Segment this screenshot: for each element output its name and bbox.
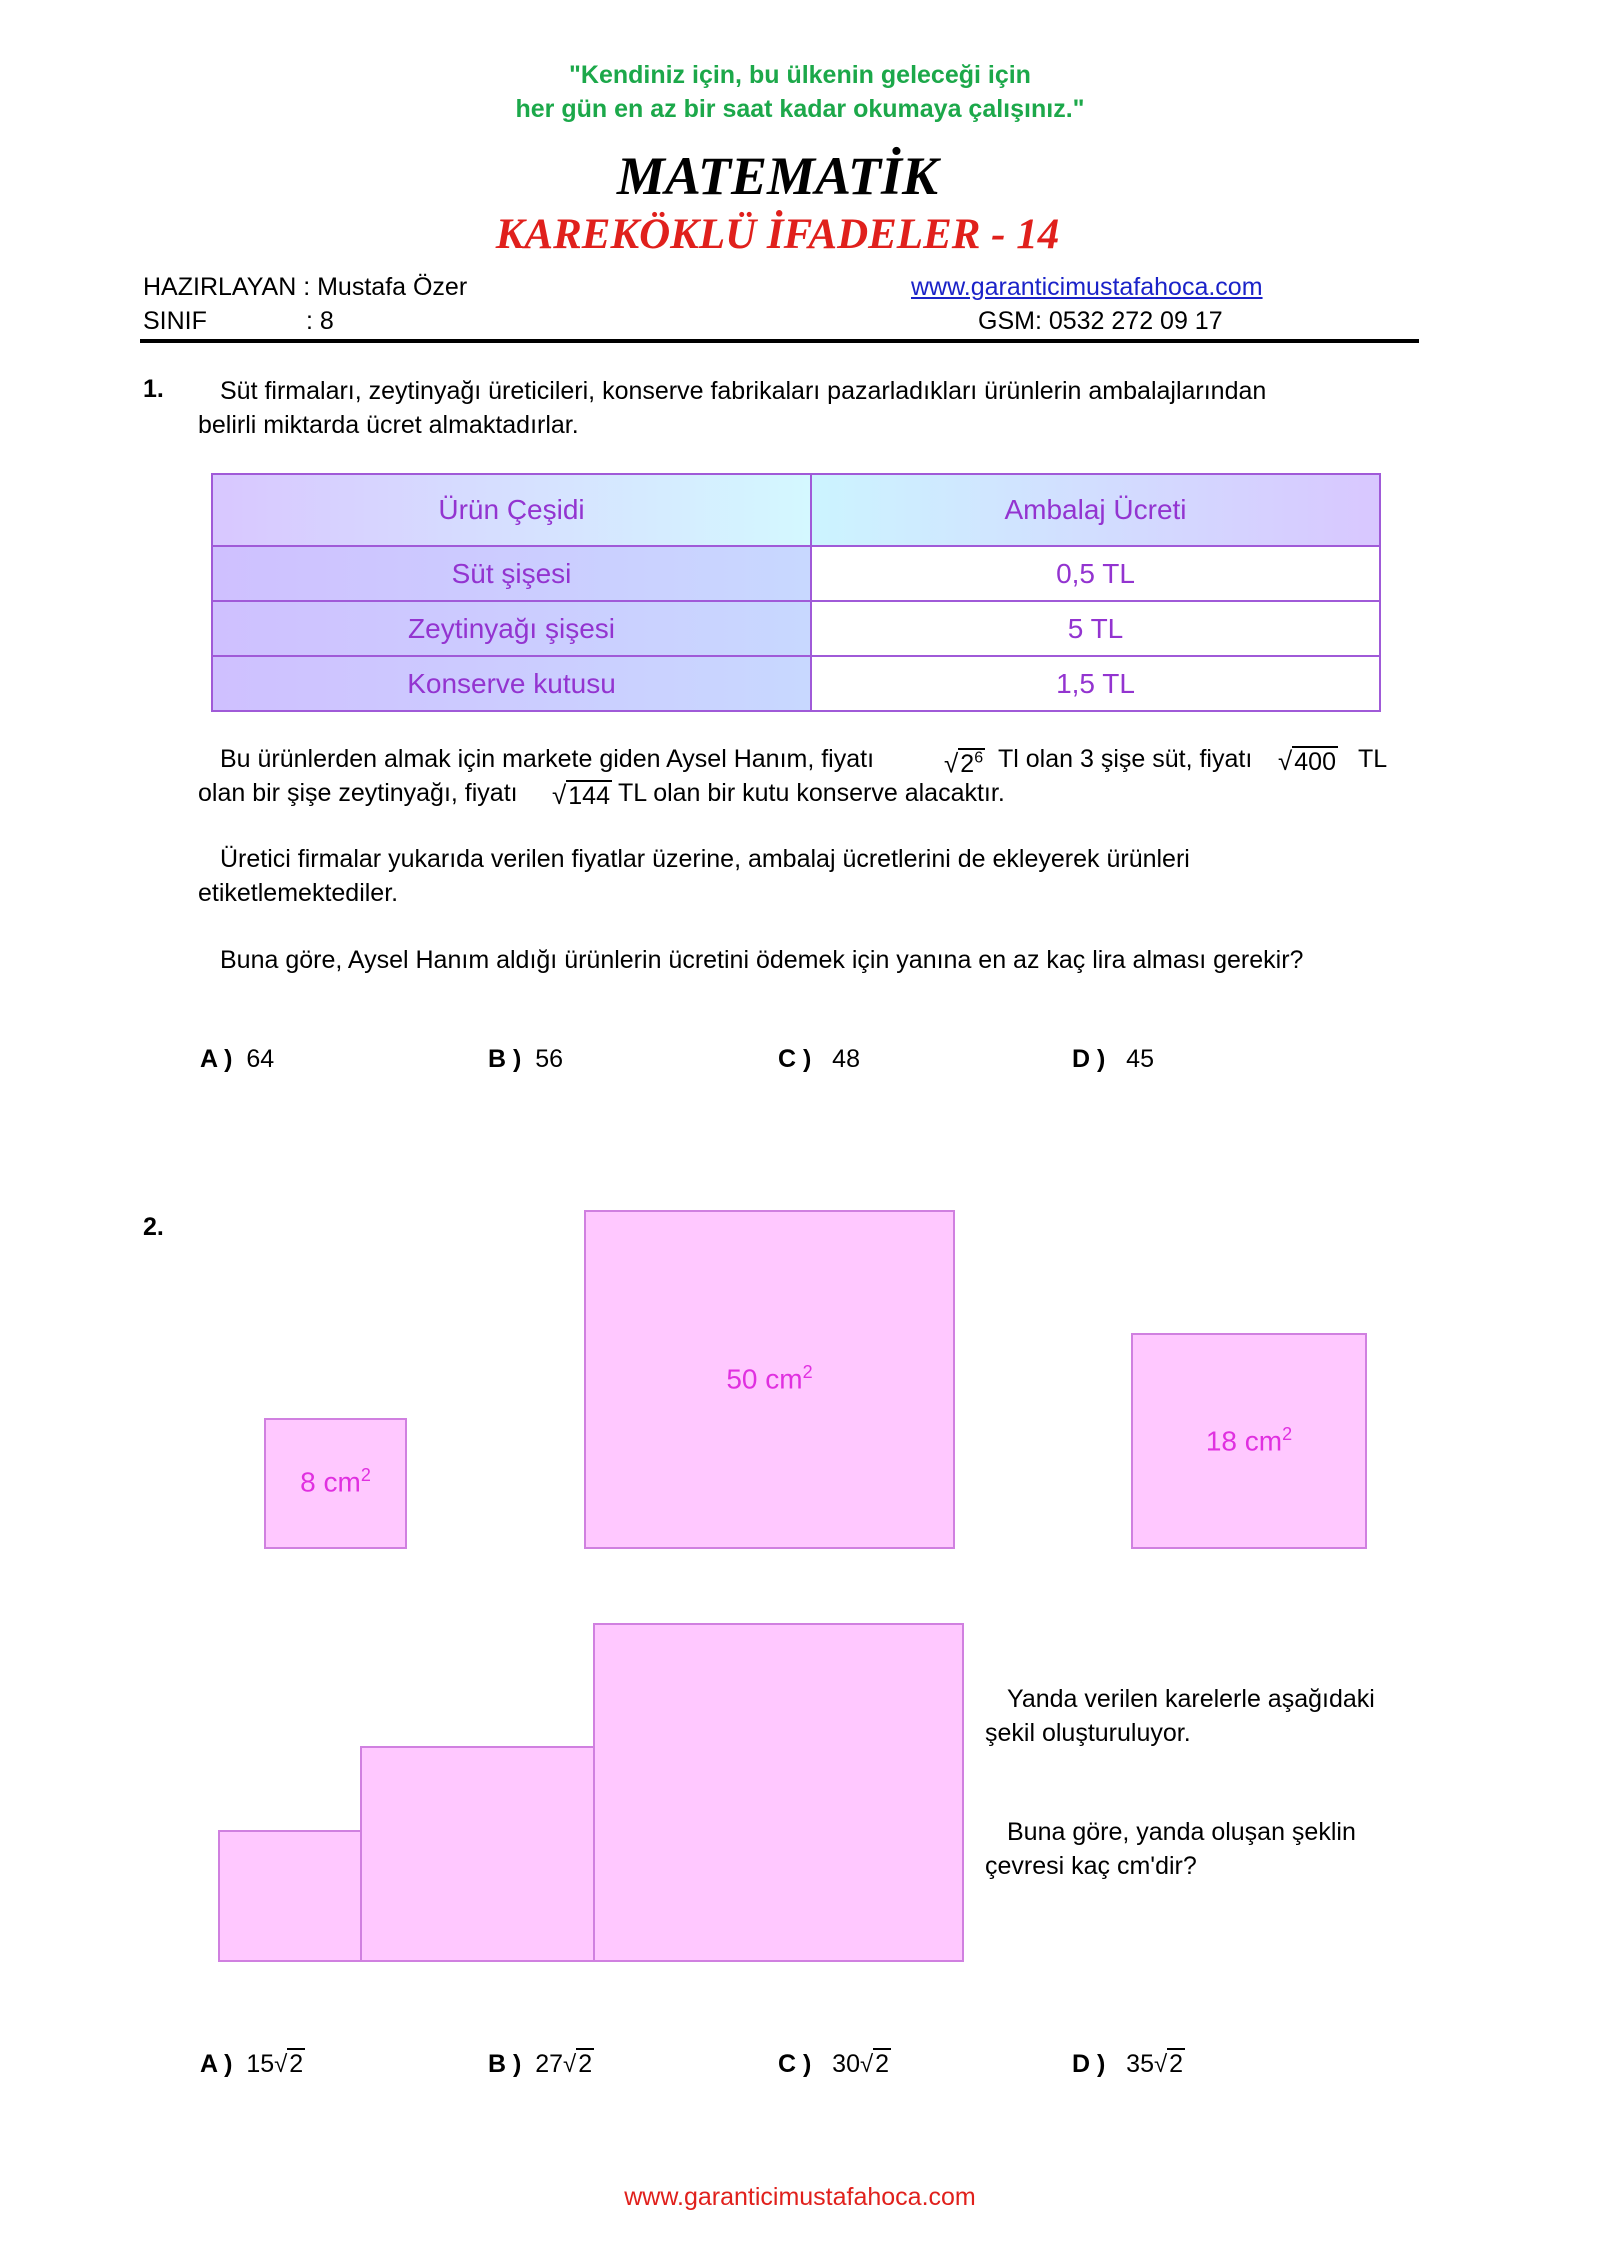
table-cell-fee: 1,5 TL [811, 656, 1380, 711]
question-2-number: 2. [143, 1213, 164, 1241]
choice-value: 48 [832, 1045, 860, 1073]
radical-2-pow-6: $√2^6$ [944, 748, 984, 779]
choice-label: A ) [200, 1045, 233, 1073]
q2-text-2-line-2: çevresi kaç cm'dir? [985, 1852, 1197, 1880]
table-cell-fee: 5 TL [811, 601, 1380, 656]
choice-label: C ) [778, 1045, 812, 1073]
q2-choice-d[interactable]: D ) 35√2 [1072, 2050, 1184, 2078]
class-value: : 8 [306, 307, 334, 335]
author-label: HAZIRLAYAN : Mustafa Özer [143, 273, 468, 301]
q2-text-2-line-1: Buna göre, yanda oluşan şeklin [1007, 1818, 1356, 1846]
choice-label: D ) [1072, 2050, 1106, 2078]
radical-400: √400 [1278, 746, 1336, 776]
q1-intro-line-1: Süt firmaları, zeytinyağı üreticileri, konserve fabrikaları pazarladıkları ürünlerin ambalajlarından [220, 377, 1267, 405]
choice-label: A ) [200, 2050, 233, 2078]
choice-value: 45 [1126, 1045, 1154, 1073]
q2-choice-b[interactable]: B ) 27√2 [488, 2050, 593, 2078]
q1-p2-part-e: TL olan bir kutu konserve alacaktır. [618, 779, 1005, 807]
q2-choice-a[interactable]: A ) 15√2 [200, 2050, 304, 2078]
choice-label: D ) [1072, 1045, 1106, 1073]
radicand-base: 2 [960, 750, 975, 779]
q1-p3-line-2: etiketlemektediler. [198, 879, 399, 907]
packaging-fee-table [211, 473, 1381, 712]
combined-small-square [218, 1830, 362, 1962]
class-label: SINIF [143, 307, 207, 335]
table-cell-product: Süt şişesi [212, 546, 811, 601]
q1-intro-line-2: belirli miktarda ücret almaktadırlar. [198, 411, 579, 439]
q2-choice-c[interactable]: C ) 30√2 [778, 2050, 890, 2078]
q1-p3-line-1: Üretici firmalar yukarıda verilen fiyatlar üzerine, ambalaj ücretlerini de ekleyerek ürünleri [220, 845, 1190, 873]
gsm-number: GSM: 0532 272 09 17 [978, 307, 1223, 335]
choice-label: B ) [488, 1045, 522, 1073]
table-cell-product: Konserve kutusu [212, 656, 811, 711]
radicand-exponent: 6 [974, 750, 984, 767]
square-medium-area: 18 $cm^2$ [1205, 1424, 1293, 1457]
topic-title: KAREKÖKLÜ İFADELER - 14 [495, 211, 1060, 258]
combined-large-square [593, 1623, 964, 1962]
radical-144: √144 [552, 780, 610, 810]
q1-question: Buna göre, Aysel Hanım aldığı ürünlerin ücretini ödemek için yanına en az kaç lira alması gerekir? [220, 946, 1304, 974]
choice-label: C ) [778, 2050, 812, 2078]
question-1-number: 1. [143, 375, 164, 403]
q1-choice-d[interactable] [1072, 1045, 1154, 1074]
table-header-product: Ürün Çeşidi [212, 474, 811, 546]
q1-choice-a[interactable] [200, 1045, 274, 1074]
q2-text-1-line-2: şekil oluşturuluyor. [985, 1719, 1191, 1747]
combined-medium-square [360, 1746, 595, 1962]
q1-p2-part-a: Bu ürünlerden almak için markete giden Aysel Hanım, fiyatı [220, 745, 875, 773]
choice-value: 64 [246, 1045, 275, 1073]
table-cell-fee: 0,5 TL [811, 546, 1380, 601]
motto-line-1: "Kendiniz için, bu ülkenin geleceği için [569, 61, 1031, 89]
square-large-area: 50 $cm^2$ [726, 1362, 813, 1395]
square-small-area: 8 $cm^2$ [300, 1465, 371, 1498]
subject-title: MATEMATİK [616, 146, 939, 206]
header-divider [140, 339, 1419, 343]
q1-choice-c[interactable] [778, 1045, 860, 1074]
q1-p2-part-b: Tl olan 3 şişe süt, fiyatı [998, 745, 1253, 773]
footer-website[interactable]: www.garanticimustafahoca.com [624, 2183, 976, 2211]
q1-p2-part-c: TL [1358, 745, 1388, 773]
q2-text-1-line-1: Yanda verilen karelerle aşağıdaki [1007, 1685, 1375, 1713]
choice-label: B ) [488, 2050, 522, 2078]
q1-choice-b[interactable] [488, 1045, 563, 1074]
table-cell-product: Zeytinyağı şişesi [212, 601, 811, 656]
table-header-fee: Ambalaj Ücreti [811, 474, 1380, 546]
website-link[interactable]: www.garanticimustafahoca.com [911, 273, 1263, 301]
choice-value: 56 [535, 1045, 564, 1073]
motto-line-2: her gün en az bir saat kadar okumaya çalışınız." [515, 95, 1085, 123]
q1-p2-part-d: olan bir şişe zeytinyağı, fiyatı [198, 779, 518, 807]
